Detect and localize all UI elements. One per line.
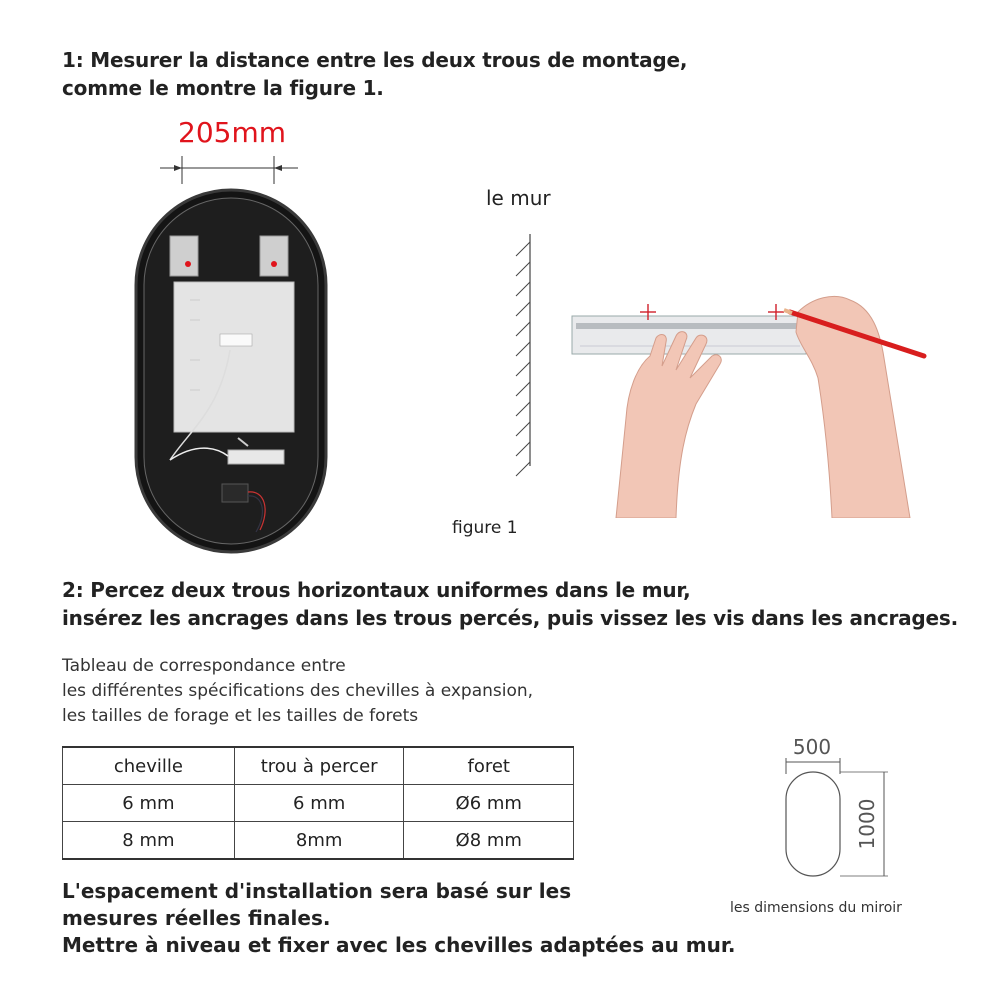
- table-cell: 8mm: [234, 822, 404, 860]
- table-row: [63, 822, 574, 860]
- led-driver: [228, 450, 284, 464]
- table-intro-line3: les tailles de forage et les tailles de forets: [62, 706, 419, 726]
- table-cell: Ø6 mm: [404, 785, 574, 822]
- header-cheville: cheville: [63, 747, 235, 785]
- measurement-label: 205mm: [178, 116, 286, 149]
- table-cell: 6 mm: [234, 785, 404, 822]
- switch-box: [222, 484, 248, 502]
- mirror-dimension-diagram: [770, 730, 910, 890]
- spec-table: [62, 746, 574, 860]
- step1-line2: comme le montre la figure 1.: [62, 76, 384, 100]
- left-hand: [616, 332, 721, 518]
- table-cell: Ø8 mm: [404, 822, 574, 860]
- dimension-width-label: 500: [792, 735, 832, 759]
- header-trou: trou à percer: [234, 747, 404, 785]
- mounting-bracket-left: [170, 236, 198, 276]
- table-intro: [62, 654, 533, 729]
- installation-notes: [62, 878, 736, 959]
- table-row: [63, 785, 574, 822]
- step2-line1: 2: Percez deux trous horizontaux uniformes dans le mur,: [62, 578, 691, 602]
- table-intro-line1: Tableau de correspondance entre: [62, 656, 346, 676]
- table-cell: 8 mm: [63, 822, 235, 860]
- wall-label: le mur: [486, 186, 551, 210]
- right-hand: [796, 296, 910, 518]
- mounting-bracket-right: [260, 236, 288, 276]
- step2-line2: insérez les ancrages dans les trous percés, puis vissez les vis dans les ancrages.: [62, 606, 959, 630]
- mirror-back-illustration: [130, 150, 330, 560]
- dimension-height-label: 1000: [855, 798, 879, 850]
- notes-line3: Mettre à niveau et fixer avec les chevilles adaptées au mur.: [62, 933, 736, 957]
- mirror-outline: [786, 772, 840, 876]
- notes-line1: L'espacement d'installation sera basé sur les: [62, 879, 572, 903]
- back-panel: [174, 282, 294, 432]
- step1-line1: 1: Mesurer la distance entre les deux trous de montage,: [62, 48, 688, 72]
- notes-line2: mesures réelles finales.: [62, 906, 331, 930]
- table-intro-line2: les différentes spécifications des chevilles à expansion,: [62, 681, 534, 701]
- wall-ruler-illustration: [500, 228, 940, 518]
- dimension-caption: les dimensions du miroir: [730, 900, 902, 916]
- table-header-row: [63, 747, 574, 785]
- step2-heading: [62, 576, 958, 632]
- table-cell: 6 mm: [63, 785, 235, 822]
- wall-hatch: [516, 234, 530, 476]
- figure-caption: figure 1: [452, 518, 518, 538]
- header-foret: foret: [404, 747, 574, 785]
- step1-heading: [62, 46, 687, 102]
